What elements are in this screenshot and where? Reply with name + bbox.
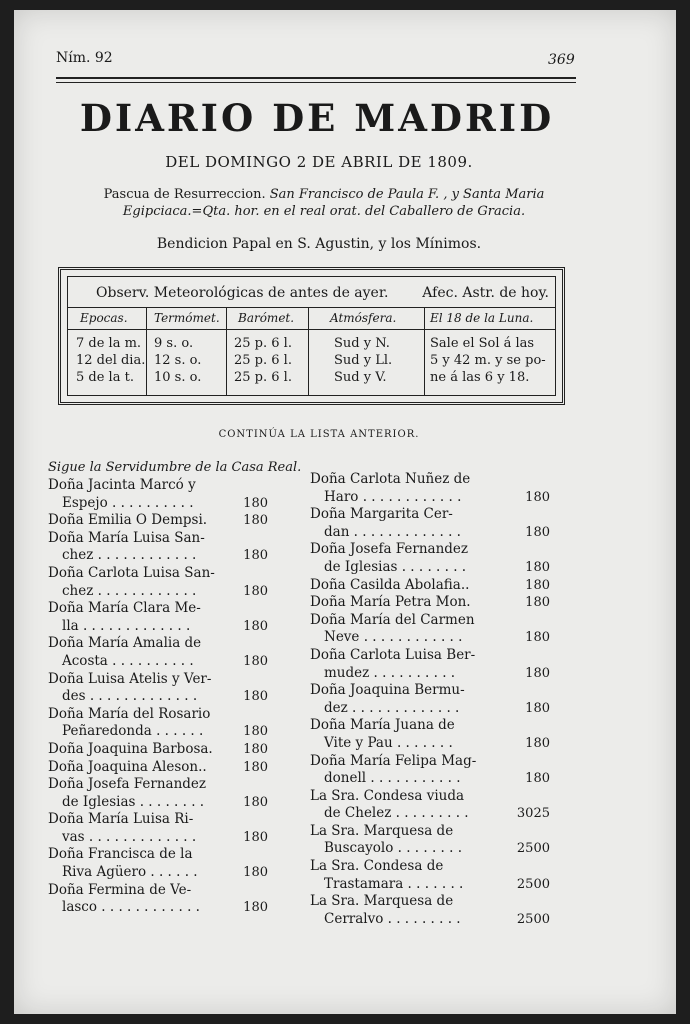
entry-name: Doña Francisca de la: [48, 846, 193, 863]
list-item: [48, 776, 268, 811]
entry-name: Doña Casilda Abolafia..: [310, 576, 470, 593]
row2-atmos: Sud y Ll.: [334, 353, 393, 368]
entry-continuation: chez . . . . . . . . . . . .: [62, 582, 197, 599]
row2-epoca: 12 del dia.: [76, 353, 146, 368]
header-rule: [56, 77, 576, 79]
list-item: [48, 635, 268, 670]
list-heading: Sigue la Servidumbre de la Casa Real.: [48, 460, 302, 475]
entry-continuation: donell . . . . . . . . . . .: [324, 770, 461, 787]
row1-term: 9 s. o.: [154, 336, 194, 351]
entry-amount: 180: [243, 689, 268, 705]
entry-name: Doña María Luisa Ri-: [48, 811, 194, 828]
list-item: [48, 706, 268, 741]
list-item: [310, 541, 550, 576]
list-item: [48, 741, 268, 759]
entry-amount: 180: [243, 548, 268, 564]
entry-amount: 2500: [516, 911, 550, 927]
entry-continuation: chez . . . . . . . . . . . .: [62, 547, 197, 564]
entry-name: La Sra. Marquesa de: [310, 893, 454, 910]
list-item: [48, 882, 268, 917]
row3-epoca: 5 de la t.: [76, 370, 134, 385]
list-item: [48, 846, 268, 881]
list-item: [48, 671, 268, 706]
astro-line-2: 5 y 42 m. y se po-: [430, 353, 546, 368]
entry-name: Doña Jacinta Marcó y: [48, 477, 196, 493]
entry-continuation: Cerralvo . . . . . . . . .: [324, 910, 461, 927]
entry-amount: 180: [243, 794, 268, 810]
entry-continuation: des . . . . . . . . . . . . .: [62, 688, 198, 705]
list-item: [48, 600, 268, 635]
entry-name: Doña María Juana de: [310, 717, 455, 734]
entry-continuation: Haro . . . . . . . . . . . .: [324, 488, 462, 505]
list-item: [48, 759, 268, 777]
entry-name: Doña María Clara Me-: [48, 600, 201, 617]
entry-amount: 2500: [516, 876, 550, 892]
entry-name: Doña María Luisa San-: [48, 529, 205, 546]
entry-name: Doña Joaquina Aleson..: [48, 758, 207, 775]
blessing-notice: Bendicion Papal en S. Agustin, y los Mínimos.: [156, 236, 482, 252]
list-item: [310, 506, 550, 541]
entry-amount: 180: [243, 865, 268, 881]
entry-continuation: Espejo . . . . . . . . . .: [62, 494, 194, 511]
feast-notice: [54, 186, 594, 220]
entry-name: La Sra. Condesa viuda: [310, 787, 465, 804]
list-item: [48, 512, 268, 530]
entry-name: Doña Margarita Cer-: [310, 506, 453, 523]
list-item: [310, 682, 550, 717]
entry-amount: 180: [525, 771, 550, 787]
entry-amount: 180: [525, 700, 550, 716]
entry-continuation: Riva Agüero . . . . . .: [62, 864, 198, 881]
list-item: [310, 577, 550, 595]
entry-name: Doña Carlota Luisa Ber-: [310, 646, 476, 663]
entry-amount: 180: [243, 900, 268, 916]
entry-amount: 180: [525, 735, 550, 751]
list-item: [310, 788, 550, 823]
list-item: [310, 753, 550, 788]
row1-atmos: Sud y N.: [334, 336, 390, 351]
entry-amount: 180: [243, 495, 268, 511]
entry-amount: 180: [525, 595, 550, 611]
row2-barom: 25 p. 6 l.: [234, 353, 292, 368]
list-item: [48, 477, 268, 512]
list-item: [310, 858, 550, 893]
header-rule-thin: [56, 82, 576, 83]
row1-epoca: 7 de la m.: [76, 336, 142, 351]
list-item: [310, 594, 550, 612]
list-item: [310, 823, 550, 858]
entry-name: Doña Joaquina Bermu-: [310, 682, 465, 699]
entry-amount: 180: [243, 618, 268, 634]
entry-continuation: dez . . . . . . . . . . . . .: [324, 699, 460, 716]
row3-barom: 25 p. 6 l.: [234, 370, 292, 385]
entry-name: Doña Emilia O Dempsi.: [48, 512, 208, 529]
col-header-barometro: Barómet.: [238, 311, 295, 325]
col-header-epocas: Epocas.: [80, 311, 128, 325]
newspaper-page: [14, 10, 676, 1014]
row3-term: 10 s. o.: [154, 370, 202, 385]
entry-continuation: dan . . . . . . . . . . . . .: [324, 523, 461, 540]
entry-continuation: Vite y Pau . . . . . . .: [324, 734, 453, 751]
list-item: [310, 471, 550, 506]
astro-line-1: Sale el Sol á las: [430, 336, 535, 351]
row2-term: 12 s. o.: [154, 353, 202, 368]
entry-name: Doña María Felipa Mag-: [310, 752, 477, 769]
list-item: [310, 647, 550, 682]
entry-name: Doña María del Carmen: [310, 611, 475, 628]
entry-continuation: Buscayolo . . . . . . . .: [324, 840, 463, 857]
entry-continuation: Acosta . . . . . . . . . .: [62, 652, 194, 669]
list-item: [48, 530, 268, 565]
page-number: 369: [548, 52, 575, 68]
left-column: [48, 459, 302, 917]
continua-heading: CONTINÚA LA LISTA ANTERIOR.: [218, 429, 420, 440]
entry-name: Doña Carlota Nuñez de: [310, 471, 471, 487]
entry-continuation: lasco . . . . . . . . . . . .: [62, 899, 200, 916]
list-item: [48, 811, 268, 846]
list-item: [310, 717, 550, 752]
entry-name: Doña Fermina de Ve-: [48, 881, 192, 898]
entry-amount: 180: [243, 724, 268, 740]
entry-continuation: lla . . . . . . . . . . . . .: [62, 617, 191, 634]
entry-name: Doña María Petra Mon.: [310, 594, 471, 611]
feast-plain: Pascua de Resurreccion.: [103, 187, 266, 202]
right-column: [310, 471, 550, 928]
entry-amount: 180: [243, 829, 268, 845]
entry-amount: 180: [243, 583, 268, 599]
col-header-atmosfera: Atmósfera.: [330, 311, 397, 325]
entry-continuation: Neve . . . . . . . . . . . .: [324, 629, 463, 646]
feast-line2: Egipciaca.=Qta. hor. en el real orat. del Caballero de Gracia.: [122, 204, 526, 219]
astro-line-3: ne á las 6 y 18.: [430, 370, 530, 385]
entry-name: Doña Josefa Fernandez: [48, 776, 207, 793]
entry-continuation: de Chelez . . . . . . . . .: [324, 805, 469, 822]
entry-amount: 180: [243, 653, 268, 669]
right-entries: [310, 471, 550, 928]
entry-name: Doña María del Rosario: [48, 705, 211, 722]
entry-name: La Sra. Condesa de: [310, 858, 444, 875]
list-item: [310, 612, 550, 647]
issue-date: DEL DOMINGO 2 DE ABRIL DE 1809.: [165, 153, 473, 171]
entry-amount: 2500: [516, 841, 550, 857]
entry-continuation: de Iglesias . . . . . . . .: [324, 558, 467, 575]
list-item: [310, 893, 550, 928]
entry-continuation: Peñaredonda . . . . . .: [62, 723, 204, 740]
entry-continuation: de Iglesias . . . . . . . .: [62, 793, 205, 810]
row1-barom: 25 p. 6 l.: [234, 336, 292, 351]
entry-name: Doña María Amalia de: [48, 635, 202, 652]
col-header-termometro: Termómet.: [154, 311, 220, 325]
entry-amount: 180: [243, 759, 268, 775]
entry-continuation: Trastamara . . . . . . .: [324, 875, 464, 892]
entry-name: Doña Josefa Fernandez: [310, 541, 469, 558]
entry-amount: 180: [525, 559, 550, 575]
issue-number: Ním. 92: [56, 50, 113, 66]
entry-amount: 180: [243, 741, 268, 757]
entry-amount: 3025: [516, 806, 550, 822]
entry-amount: 180: [525, 577, 550, 593]
entry-name: Doña Carlota Luisa San-: [48, 564, 215, 581]
astro-title: Afec. Astr. de hoy.: [422, 285, 549, 301]
entry-name: Doña Joaquina Barbosa.: [48, 740, 213, 757]
entry-amount: 180: [525, 489, 550, 505]
list-item: [48, 565, 268, 600]
entry-name: La Sra. Marquesa de: [310, 822, 454, 839]
entry-amount: 180: [525, 665, 550, 681]
entry-continuation: vas . . . . . . . . . . . . .: [62, 828, 197, 845]
weather-title: Observ. Meteorológicas de antes de ayer.: [96, 285, 389, 301]
left-entries: [48, 477, 268, 917]
col-header-luna: El 18 de la Luna.: [430, 311, 534, 325]
feast-saints: San Francisco de Paula F. , y Santa Maria: [265, 187, 545, 202]
masthead-title: DIARIO DE MADRID: [79, 96, 555, 140]
entry-name: Doña Luisa Atelis y Ver-: [48, 670, 212, 687]
entry-continuation: mudez . . . . . . . . . .: [324, 664, 456, 681]
entry-amount: 180: [525, 524, 550, 540]
entry-amount: 180: [525, 630, 550, 646]
weather-table: [58, 267, 565, 405]
entry-amount: 180: [243, 513, 268, 529]
row3-atmos: Sud y V.: [334, 370, 387, 385]
